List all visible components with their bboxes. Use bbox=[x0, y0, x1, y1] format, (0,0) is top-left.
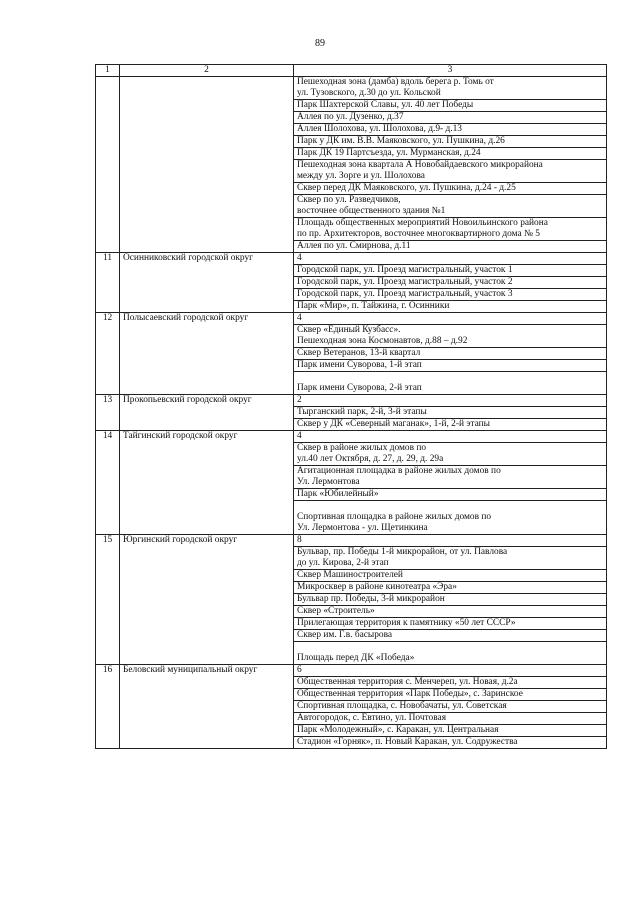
header-col-1: 1 bbox=[96, 65, 120, 77]
object-cell: Сквер «Единый Кузбасс». Пешеходная зона Космонавтов, д.88 – д.92 bbox=[294, 325, 607, 348]
object-cell: Пешеходная зона квартала А Новобайдаевского микрорайона между ул. Зорге и ул. Шолохова bbox=[294, 160, 607, 183]
object-cell: Аллея Шолохова, ул. Шолохова, д.9- д.13 bbox=[294, 124, 607, 136]
object-cell: Агитационная площадка в районе жилых домов по Ул. Лермонтова bbox=[294, 466, 607, 489]
object-cell: Парк Шахтерской Славы, ул. 40 лет Победы bbox=[294, 100, 607, 112]
table-row bbox=[96, 313, 607, 325]
object-cell: Сквер Машиностроителей bbox=[294, 570, 607, 582]
object-cell: Площадь общественных мероприятий Новоильинского района по пр. Архитекторов, восточнее многоквартирного дома № 5 bbox=[294, 218, 607, 241]
row-number-cell: 11 bbox=[96, 253, 120, 313]
object-cell: Сквер у ДК «Северный маганак», 1-й, 2-й этапы bbox=[294, 419, 607, 431]
object-cell: Сквер в районе жилых домов по ул.40 лет Октября, д. 27, д. 29, д. 29а bbox=[294, 443, 607, 466]
object-cell: Парк имени Суворова, 1-й этап bbox=[294, 360, 607, 372]
object-cell: Прилегающая территория к памятнику «50 лет СССР» bbox=[294, 618, 607, 630]
object-cell: Парк ДК 19 Партсъезда, ул. Мурманская, д.24 bbox=[294, 148, 607, 160]
district-cell: Осинниковский городской округ bbox=[120, 253, 294, 313]
object-cell: Городской парк, ул. Проезд магистральный, участок 3 bbox=[294, 289, 607, 301]
object-cell: Стадион «Горняк», п. Новый Каракан, ул. Содружества bbox=[294, 737, 607, 749]
district-cell: Полысаевский городской округ bbox=[120, 313, 294, 395]
row-number-cell: 16 bbox=[96, 665, 120, 749]
header-col-3: 3 bbox=[294, 65, 607, 77]
objects-table bbox=[95, 64, 607, 749]
object-cell: Сквер им. Г.в. басырова bbox=[294, 630, 607, 642]
object-cell: Парк «Юбилейный» bbox=[294, 489, 607, 501]
row-number-cell bbox=[96, 77, 120, 253]
object-count-cell: 4 bbox=[294, 431, 607, 443]
object-cell: Автогородок, с. Евтино, ул. Почтовая bbox=[294, 713, 607, 725]
object-count-cell: 8 bbox=[294, 535, 607, 547]
object-cell: Сквер по ул. Разведчиков, восточнее общественного здания №1 bbox=[294, 195, 607, 218]
district-cell bbox=[120, 77, 294, 253]
object-cell: Городской парк, ул. Проезд магистральный, участок 1 bbox=[294, 265, 607, 277]
object-cell: Спортивная площадка, с. Новобачаты, ул. Советская bbox=[294, 701, 607, 713]
table-row bbox=[96, 431, 607, 443]
table-row bbox=[96, 535, 607, 547]
table-row bbox=[96, 665, 607, 677]
object-count-cell: 4 bbox=[294, 313, 607, 325]
object-cell: Парк «Молодежный», с. Каракан, ул. Центральная bbox=[294, 725, 607, 737]
object-count-cell: 4 bbox=[294, 253, 607, 265]
object-cell: Общественная территория с. Менчереп, ул. Новая, д.2а bbox=[294, 677, 607, 689]
object-count-cell: 2 bbox=[294, 395, 607, 407]
page-number: 89 bbox=[315, 38, 325, 49]
row-number-cell: 15 bbox=[96, 535, 120, 665]
object-cell: Пешеходная зона (дамба) вдоль берега р. Томь от ул. Тузовского, д.30 до ул. Кольской bbox=[294, 77, 607, 100]
table-row bbox=[96, 253, 607, 265]
object-cell: Спортивная площадка в районе жилых домов по Ул. Лермонтова - ул. Щетинкина bbox=[294, 501, 607, 535]
district-cell: Тайгинский городской округ bbox=[120, 431, 294, 535]
object-cell: Городской парк, ул. Проезд магистральный, участок 2 bbox=[294, 277, 607, 289]
object-cell: Аллея по ул. Смирнова, д.11 bbox=[294, 241, 607, 253]
object-count-cell: 6 bbox=[294, 665, 607, 677]
object-cell: Сквер перед ДК Маяковского, ул. Пушкина, д.24 - д.25 bbox=[294, 183, 607, 195]
object-cell: Парк «Мир», п. Тайжина, г. Осинники bbox=[294, 301, 607, 313]
object-cell: Бульвар, пр. Победы 1-й микрорайон, от ул. Павлова до ул. Кирова, 2-й этап bbox=[294, 547, 607, 570]
row-number-cell: 13 bbox=[96, 395, 120, 431]
object-cell: Тырганский парк, 2-й, 3-й этапы bbox=[294, 407, 607, 419]
table-header-row bbox=[96, 65, 607, 77]
object-cell: Общественная территория «Парк Победы», с. Заринское bbox=[294, 689, 607, 701]
object-cell: Парк имени Суворова, 2-й этап bbox=[294, 372, 607, 395]
district-cell: Прокопьевский городской округ bbox=[120, 395, 294, 431]
table-row bbox=[96, 395, 607, 407]
object-cell: Микросквер в районе кинотеатра «Эра» bbox=[294, 582, 607, 594]
object-cell: Сквер «Строитель» bbox=[294, 606, 607, 618]
object-cell: Аллея по ул. Дузенко, д.37 bbox=[294, 112, 607, 124]
row-number-cell: 14 bbox=[96, 431, 120, 535]
district-cell: Юргинский городской округ bbox=[120, 535, 294, 665]
object-cell: Парк у ДК им. В.В. Маяковского, ул. Пушкина, д.26 bbox=[294, 136, 607, 148]
district-cell: Беловский муниципальный округ bbox=[120, 665, 294, 749]
row-number-cell: 12 bbox=[96, 313, 120, 395]
object-cell: Площадь перед ДК «Победа» bbox=[294, 642, 607, 665]
header-col-2: 2 bbox=[120, 65, 294, 77]
object-cell: Бульвар пр. Победы, 3-й микрорайон bbox=[294, 594, 607, 606]
object-cell: Сквер Ветеранов, 13-й квартал bbox=[294, 348, 607, 360]
table-body bbox=[96, 77, 607, 749]
table-row bbox=[96, 77, 607, 100]
